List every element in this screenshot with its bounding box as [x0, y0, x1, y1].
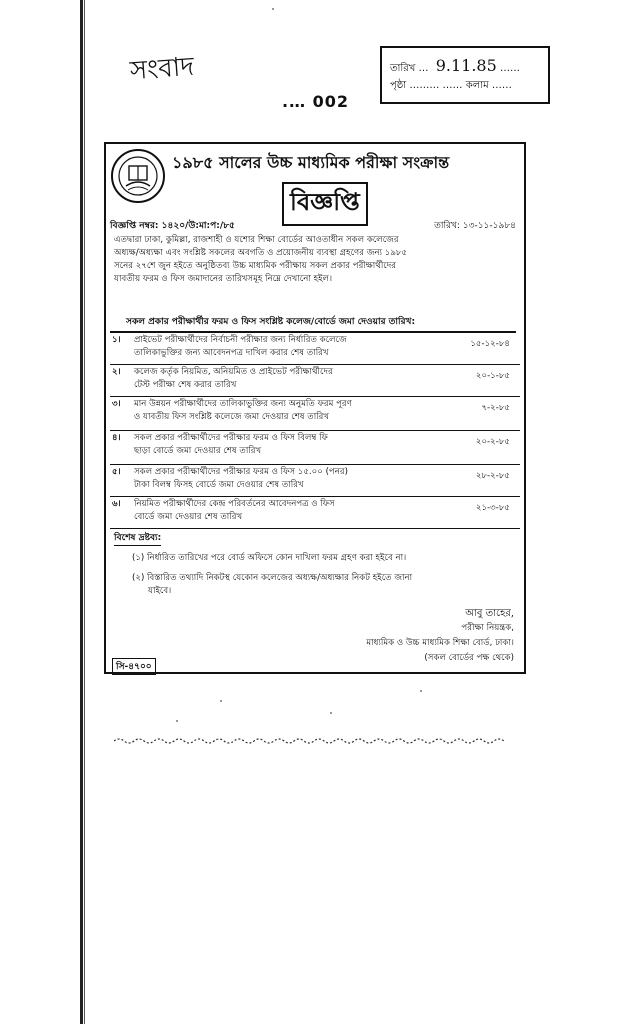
- page-margin-line-inner: [84, 0, 85, 1024]
- item-text: [134, 334, 424, 360]
- item-line: সকল প্রকার পরীক্ষার্থীদের পরীক্ষার ফরম ও ফিস ১৫.০০ (পনর): [134, 467, 348, 477]
- item-number: ৫।: [112, 467, 121, 477]
- notice-code: সি-৪৭০০: [112, 658, 156, 675]
- notice-title: ১৯৮৫ সালের উচ্চ মাধ্যমিক পরীক্ষা সংক্রান্ত: [172, 153, 450, 172]
- special-note: (১) নির্ধারিত তারিখের পরে বোর্ড অফিসে কোন দাখিলা ফরম গ্রহণ করা হইবে না।: [132, 553, 407, 563]
- speck: [330, 712, 332, 714]
- special-note: (২) বিস্তারিত তথ্যাদি নিকটস্থ যেকোন কলেজের অধ্যক্ষ/অধ্যক্ষার নিকট হইতে জানা: [132, 573, 413, 583]
- item-number: ১।: [112, 335, 121, 345]
- item-text: [134, 466, 424, 492]
- stamp-page-label: পৃষ্ঠা: [390, 80, 407, 91]
- handwritten-note: সংবাদ: [128, 51, 195, 87]
- schedule-heading: সকল প্রকার পরীক্ষার্থীর ফরম ও ফিস সংশ্লিষ্ট কলেজ/বোর্ডে জমা দেওয়ার তারিখ:: [110, 314, 516, 333]
- item-number: ২।: [112, 367, 121, 377]
- special-note: যাইবে।: [148, 586, 172, 596]
- signatory-designation: পরীক্ষা নিয়ন্ত্রক,: [461, 623, 514, 633]
- intro-line: এতদ্বারা ঢাকা, কুমিল্লা, রাজশাহী ও যশোর শিক্ষা বোর্ডের আওতাধীন সকল কলেজের: [114, 235, 399, 245]
- stamp-page-row: পৃষ্ঠা ……… …… কলাম ……: [390, 80, 512, 91]
- notice-clipping: [104, 142, 526, 674]
- document-number: .… 002: [282, 92, 350, 111]
- item-date: ২০-১-৮৫: [475, 371, 510, 381]
- item-line: টেস্ট পরীক্ষা শেষ করার তারিখ: [134, 380, 237, 390]
- schedule-item: [110, 430, 520, 465]
- schedule-item: [110, 496, 520, 529]
- board-logo-icon: [110, 148, 166, 204]
- schedule-item: [110, 396, 520, 431]
- item-line: ও যাবতীয় ফিস সংশ্লিষ্ট কলেজে জমা দেওয়ার শেষ তারিখ: [134, 412, 330, 422]
- stamp-date-value: 9.11.85: [435, 56, 497, 75]
- item-date: ৭-২-৮৫: [481, 403, 510, 413]
- date-stamp: [380, 46, 550, 104]
- item-number: ৪।: [112, 433, 121, 443]
- speck: [272, 8, 274, 10]
- item-line: তালিকাভুক্তির জন্য আবেদনপত্র দাখিল করার শেষ তারিখ: [134, 348, 329, 358]
- page-margin-line: [80, 0, 83, 1024]
- item-text: [134, 366, 424, 392]
- item-line: মান উন্নয়ন পরীক্ষার্থীদের তালিকাভুক্তির জন্য অনুমতি ফরম পূরণ: [134, 399, 352, 409]
- intro-line: যাবতীয় ফরম ও ফিস জমাদানের তারিখসমূহ নিম্নে দেখানো হইল।: [114, 274, 333, 284]
- schedule-item: [110, 364, 520, 397]
- item-line: ছাড়া বোর্ডে জমা দেওয়ার শেষ তারিখ: [134, 446, 262, 456]
- stamp-date-label: তারিখ: [390, 63, 416, 74]
- notice-intro: [114, 234, 514, 286]
- signature-block: [366, 606, 514, 666]
- signatory-name: আবু তাহের,: [465, 608, 514, 619]
- schedule-item: [110, 332, 520, 365]
- intro-line: সনের ২৭শে জুন হইতে অনুষ্ঠিতব্য উচ্চ মাধ্যমিক পরীক্ষায় সকল প্রকার পরীক্ষার্থীদের: [114, 261, 396, 271]
- notice-reference: বিজ্ঞপ্তি নম্বর: ১৪২০/উ:মা:প:/৮৫: [110, 221, 235, 231]
- speck: [176, 720, 178, 722]
- item-text: [134, 398, 424, 424]
- item-line: কলেজ কর্তৃক নিয়মিত, অনিয়মিত ও প্রাইভেট পরীক্ষার্থীদের: [134, 367, 333, 377]
- speck: [220, 700, 222, 702]
- signatory-behalf: (সকল বোর্ডের পক্ষ থেকে): [424, 653, 514, 663]
- dotted-cut-line: [114, 736, 508, 746]
- schedule-item: [110, 464, 520, 497]
- item-date: ১৫-১২-৮৪: [470, 339, 510, 349]
- special-note-heading: বিশেষ দ্রষ্টব্য:: [114, 530, 161, 546]
- item-line: বোর্ডে জমা দেওয়ার শেষ তারিখ: [134, 512, 243, 522]
- item-number: ৬।: [112, 499, 121, 509]
- stamp-column-label: কলাম: [465, 80, 489, 91]
- item-date: ২৮-২-৮৫: [475, 471, 510, 481]
- intro-line: অধ্যক্ষ/অধ্যক্ষা এবং সংশ্লিষ্ট সকলের অবগতি ও প্রয়োজনীয় ব্যবস্থা গ্রহণের জন্য ১৯৮৫: [114, 248, 408, 258]
- speck: [420, 690, 422, 692]
- item-line: নিয়মিত পরীক্ষার্থীদের কেন্দ্র পরিবর্তনের আবেদনপত্র ও ফিস: [134, 499, 335, 509]
- stamp-date-row: তারিখ … 9.11.85 ……: [390, 56, 520, 75]
- item-date: ২১-৩-৮৫: [475, 503, 510, 513]
- item-date: ২০-২-৮৫: [475, 437, 510, 447]
- notice-subtitle: বিজ্ঞপ্তি: [282, 182, 368, 226]
- item-line: সকল প্রকার পরীক্ষার্থীদের পরীক্ষার ফরম ও ফিস বিলম্ব ফি: [134, 433, 328, 443]
- notice-date: তারিখ: ১৩-১১-১৯৮৪: [434, 221, 516, 231]
- item-text: [134, 498, 424, 524]
- item-number: ৩।: [112, 399, 121, 409]
- item-text: [134, 432, 424, 458]
- item-line: প্রাইভেট পরীক্ষার্থীদের নির্বাচনী পরীক্ষার জন্য নির্ধারিত কলেজে: [134, 335, 347, 345]
- item-line: টাকা বিলম্ব ফিসহ বোর্ডে জমা দেওয়ার শেষ তারিখ: [134, 480, 304, 490]
- signatory-office: মাধ্যমিক ও উচ্চ মাধ্যমিক শিক্ষা বোর্ড, ঢাকা।: [366, 638, 514, 648]
